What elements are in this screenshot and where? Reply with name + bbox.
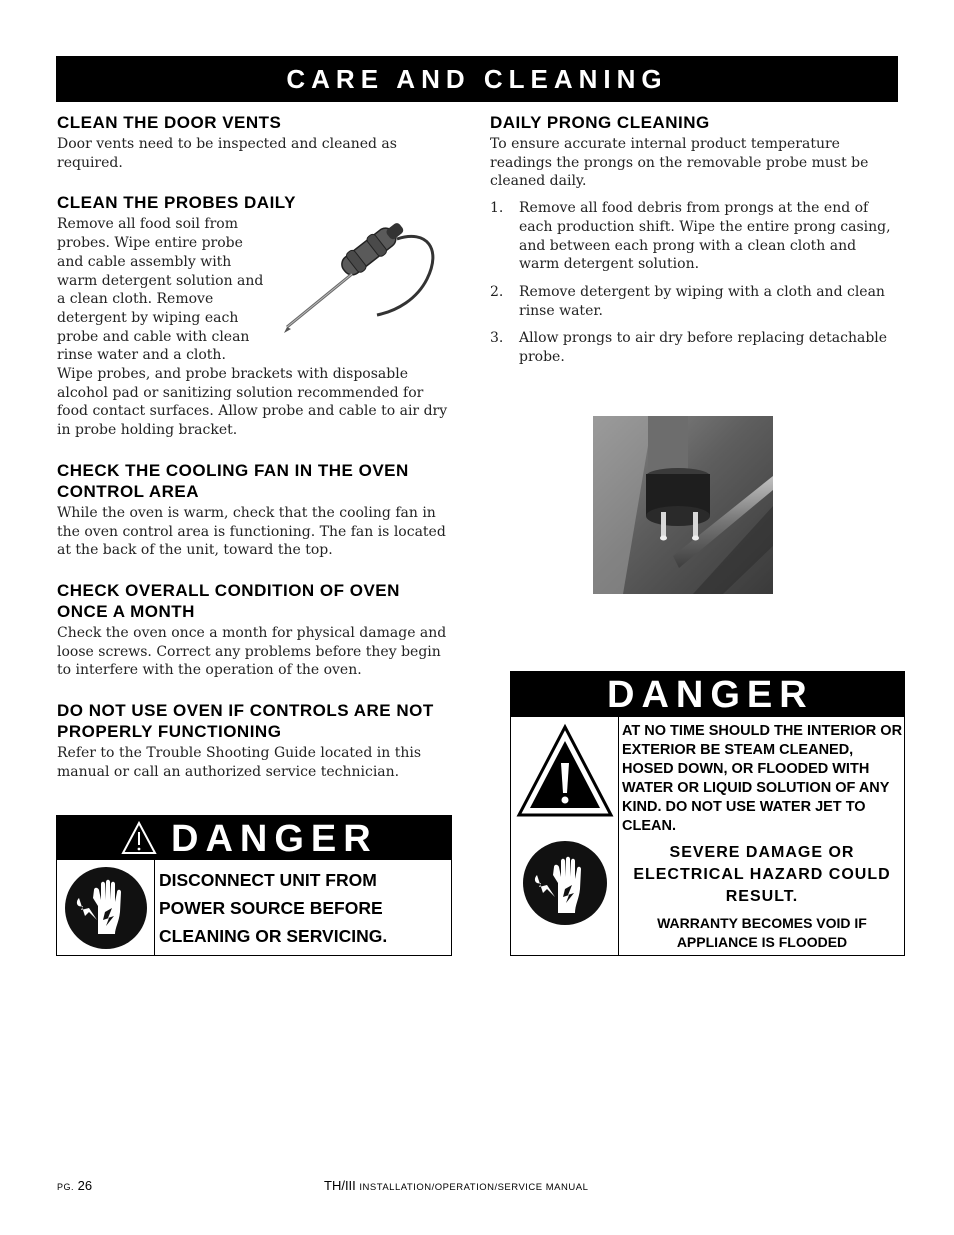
danger-header bbox=[57, 816, 451, 860]
icon-column bbox=[511, 717, 619, 955]
danger-box-disconnect bbox=[56, 815, 452, 956]
manual-title bbox=[324, 1178, 588, 1193]
left-column bbox=[57, 112, 457, 801]
controls-text: Refer to the Trouble Shooting Guide located in this manual or call an authorized service technician. bbox=[57, 745, 422, 780]
probes-text-a: Remove all food soil from probes. Wipe entire probe and cable assembly with warm detergent solution and a clean cloth. Remove detergent by wiping each probe and cable with clean rinse water and a cloth. bbox=[57, 216, 264, 364]
prong-intro: To ensure accurate internal product temperature readings the prongs on the removable probe must be cleaned daily. bbox=[490, 136, 869, 190]
prong-steps bbox=[490, 199, 900, 367]
prong-heading: DAILY PRONG CLEANING bbox=[490, 113, 710, 132]
manual-title-text: INSTALLATION/OPERATION/SERVICE MANUAL bbox=[359, 1182, 589, 1193]
page-prefix: PG. bbox=[57, 1182, 75, 1192]
icons bbox=[511, 717, 619, 955]
page-number-value: 26 bbox=[77, 1178, 93, 1193]
danger-line: CLEANING OR SERVICING. bbox=[159, 926, 388, 946]
danger-line: POWER SOURCE BEFORE bbox=[159, 898, 383, 918]
icon-cell bbox=[57, 860, 155, 956]
prong-photo bbox=[593, 416, 773, 594]
warranty-text: WARRANTY BECOMES VOID IF APPLIANCE IS FLOODED bbox=[657, 915, 867, 950]
step-text: Remove all food debris from prongs at the end of each production shift. Wipe the entire prong casing, and between each prong with a clean cloth and warm detergent solution. bbox=[519, 200, 891, 273]
door-vents-text: Door vents need to be inspected and cleaned as required. bbox=[57, 136, 397, 171]
flooding-warning-text: AT NO TIME SHOULD THE INTERIOR OR EXTERIOR BE STEAM CLEANED, HOSED DOWN, OR FLOODED WITH WATER OR LIQUID SOLUTION OF ANY KIND. DO NOT USE WATER JET TO CLEAN. bbox=[622, 723, 903, 834]
overall-condition-section bbox=[57, 580, 457, 680]
danger-box-flooding bbox=[510, 671, 905, 956]
controls-heading: DO NOT USE OVEN IF CONTROLS ARE NOT PROPERLY FUNCTIONING bbox=[57, 701, 434, 742]
list-item bbox=[490, 199, 900, 274]
step-number: 1. bbox=[490, 200, 504, 217]
warning-triangle-icon bbox=[121, 821, 157, 855]
danger-header bbox=[511, 672, 904, 717]
probes-section bbox=[57, 192, 457, 439]
step-text: Allow prongs to air dry before replacing detachable probe. bbox=[519, 330, 888, 366]
probes-heading: CLEAN THE PROBES DAILY bbox=[57, 193, 296, 213]
controls-section bbox=[57, 700, 457, 781]
electric-shock-hand-icon bbox=[523, 841, 607, 925]
door-vents-heading: CLEAN THE DOOR VENTS bbox=[57, 113, 282, 132]
page-number bbox=[57, 1178, 92, 1193]
cooling-fan-text: While the oven is warm, check that the cooling fan in the oven control area is functioning. The fan is located at the back of the unit, toward the top. bbox=[57, 504, 446, 559]
section-title: CARE AND CLEANING bbox=[56, 56, 898, 102]
step-number: 2. bbox=[490, 283, 504, 300]
danger-word: DANGER bbox=[607, 674, 814, 716]
right-column bbox=[490, 112, 900, 376]
cooling-fan-heading: CHECK THE COOLING FAN IN THE OVEN CONTROL AREA bbox=[57, 460, 409, 501]
overall-condition-heading: CHECK OVERALL CONDITION OF OVEN ONCE A MONTH bbox=[57, 580, 400, 621]
disconnect-message bbox=[159, 866, 449, 950]
danger-word: DANGER bbox=[171, 818, 378, 860]
hazard-text: SEVERE DAMAGE OR ELECTRICAL HAZARD COULD RESULT. bbox=[633, 844, 891, 905]
cooling-fan-section bbox=[57, 460, 457, 560]
electric-shock-hand-icon bbox=[57, 860, 155, 956]
model-name: TH/III bbox=[324, 1178, 356, 1193]
danger-body bbox=[57, 860, 451, 956]
probes-text-b: Wipe probes, and probe brackets with disposable alcohol pad or sanitizing solution recommended for food contact surfaces. Allow probe and cable to air dry in probe holding bracket. bbox=[57, 366, 448, 439]
danger-line: DISCONNECT UNIT FROM bbox=[159, 870, 377, 890]
door-vents-section bbox=[57, 112, 457, 172]
temperature-probe-image bbox=[277, 219, 447, 339]
warning-triangle-icon bbox=[519, 727, 611, 815]
overall-condition-text: Check the oven once a month for physical damage and loose screws. Correct any problems before they begin to interfere with the operation of the oven. bbox=[57, 624, 447, 679]
step-text: Remove detergent by wiping with a cloth and clean rinse water. bbox=[519, 283, 885, 319]
probe-block bbox=[57, 215, 457, 365]
list-item bbox=[490, 283, 900, 320]
list-item bbox=[490, 329, 900, 366]
step-number: 3. bbox=[490, 330, 504, 347]
